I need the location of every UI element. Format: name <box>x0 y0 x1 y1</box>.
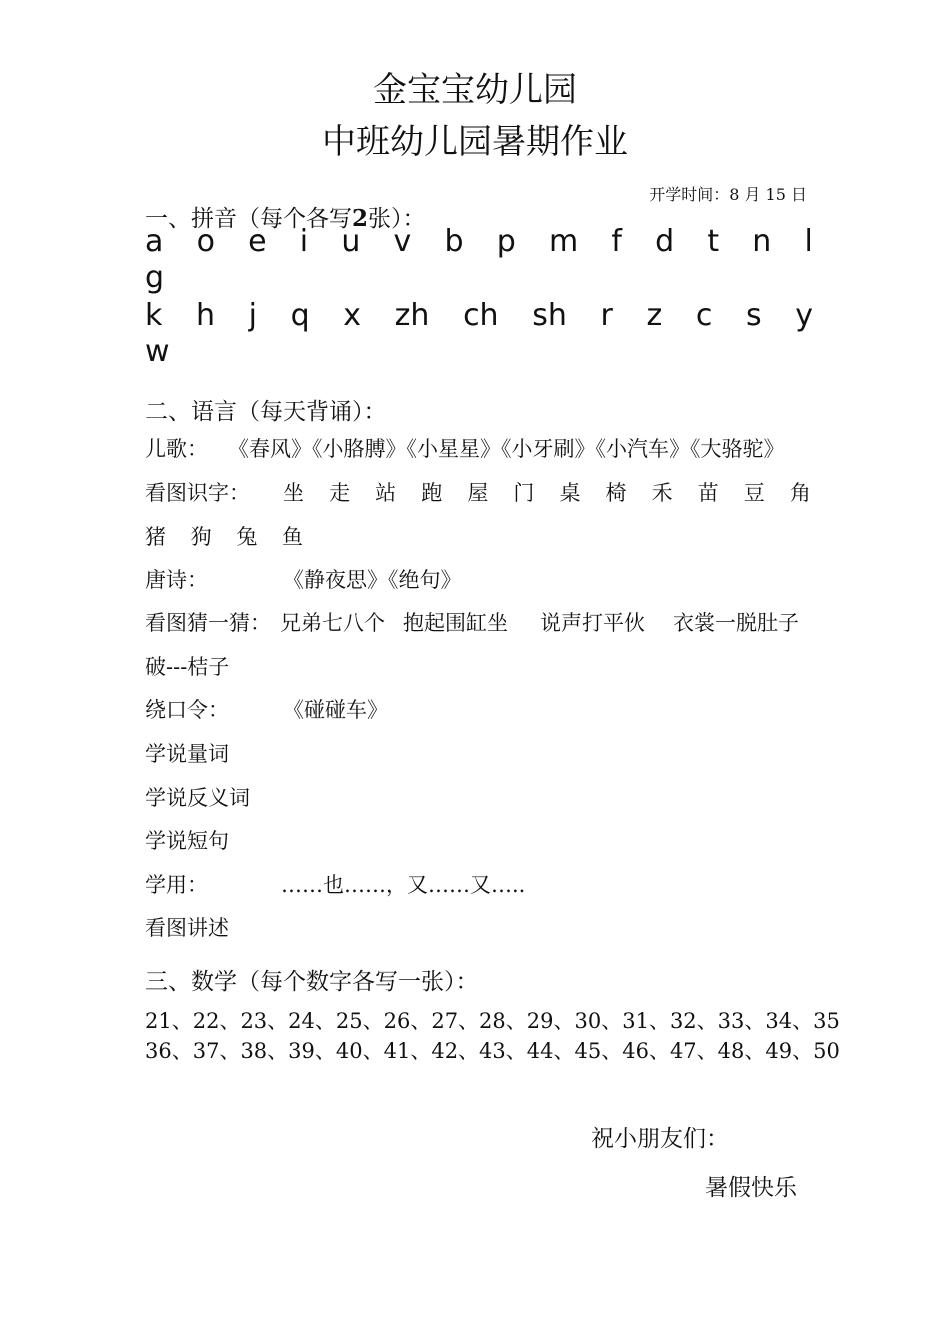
picture-word: 鱼 <box>281 525 303 549</box>
pinyin-letter: u <box>341 224 361 259</box>
start-date: 开学时间：8 月 15 日 <box>649 185 807 204</box>
picture-word: 椅 <box>605 481 627 505</box>
riddle-part: 衣裳一脱肚子 <box>673 611 799 635</box>
riddle-answer: 破---桔子 <box>145 655 230 679</box>
riddle-part: 说声打平伙 <box>540 611 645 635</box>
riddle-part: 兄弟七八个 <box>280 611 385 635</box>
short-sentences-item: 学说短句 <box>145 829 229 853</box>
usage-label: 学用： <box>145 873 208 897</box>
pinyin-row-1 <box>145 224 813 260</box>
pinyin-row-2 <box>145 298 813 334</box>
pinyin-letter: a <box>145 224 164 259</box>
picture-word: 狗 <box>190 525 212 549</box>
riddle-label: 看图猜一猜： <box>145 611 271 635</box>
picture-word: 猪 <box>145 525 166 549</box>
pinyin-letter: f <box>611 224 622 259</box>
pinyin-letter: o <box>196 224 215 259</box>
picture-words-label: 看图识字： <box>145 481 250 505</box>
pinyin-letter: t <box>707 224 720 259</box>
picture-word: 角 <box>789 481 811 505</box>
pinyin-letter: e <box>248 224 267 259</box>
pinyin-letter: g <box>145 260 165 295</box>
pinyin-letter: v <box>393 224 412 259</box>
picture-word: 站 <box>375 481 397 505</box>
pinyin-letter: d <box>655 224 675 259</box>
pinyin-letter: s <box>745 298 762 333</box>
pinyin-letter: sh <box>532 298 567 333</box>
pinyin-letter: q <box>290 298 310 333</box>
pinyin-heading: 一、拼音（每个各写2张）： <box>145 205 426 232</box>
document-subtitle: 中班幼儿园暑期作业 <box>322 122 628 162</box>
picture-story-item: 看图讲述 <box>145 916 229 940</box>
pinyin-letter: p <box>496 224 516 259</box>
tongue-twister-value: 《碰碰车》 <box>283 698 388 722</box>
closing-greeting: 祝小朋友们： <box>591 1126 729 1152</box>
picture-word: 坐 <box>283 481 304 505</box>
closing-wish: 暑假快乐 <box>705 1175 797 1201</box>
pinyin-letter: y <box>795 298 813 333</box>
pinyin-letter: n <box>752 224 772 259</box>
nursery-rhymes-label: 儿歌： <box>145 437 208 461</box>
pinyin-letter: m <box>548 224 579 259</box>
riddle-part: 抱起围缸坐 <box>403 611 508 635</box>
tang-poems-value: 《静夜思》《绝句》 <box>283 568 462 592</box>
pinyin-letter: l <box>804 224 813 259</box>
pinyin-letter: c <box>695 298 713 333</box>
pinyin-letter: h <box>196 298 216 333</box>
pinyin-letter: zh <box>394 298 430 333</box>
pinyin-letter: ch <box>463 298 499 333</box>
nursery-rhymes-value: 《春风》《小胳膊》《小星星》《小牙刷》《小汽车》《大骆驼》 <box>228 437 785 461</box>
math-numbers-row-2: 36、37、38、39、40、41、42、43、44、45、46、47、48、49、50 <box>145 1039 840 1063</box>
picture-word: 走 <box>329 481 351 505</box>
measure-words-item: 学说量词 <box>145 742 229 766</box>
math-numbers-row-1: 21、22、23、24、25、26、27、28、29、30、31、32、33、34、35 <box>145 1009 840 1033</box>
picture-word: 禾 <box>651 481 673 505</box>
tongue-twister-label: 绕口令： <box>145 698 229 722</box>
language-heading: 二、语言（每天背诵）： <box>145 399 387 425</box>
picture-word: 桌 <box>559 481 581 505</box>
tang-poems-label: 唐诗： <box>145 568 208 592</box>
pinyin-letter: k <box>145 298 163 333</box>
document-title: 金宝宝幼儿园 <box>373 70 577 110</box>
pinyin-letter: w <box>145 334 170 369</box>
picture-words-row-2 <box>145 521 303 551</box>
picture-word: 豆 <box>743 481 765 505</box>
antonyms-item: 学说反义词 <box>145 786 250 810</box>
pinyin-letter: x <box>343 298 362 333</box>
pinyin-letter: r <box>600 298 613 333</box>
picture-word: 苗 <box>697 481 719 505</box>
pinyin-letter: j <box>248 298 257 333</box>
picture-word: 门 <box>513 481 535 505</box>
picture-words-row-1 <box>283 477 811 507</box>
math-heading: 三、数学（每个数字各写一张）： <box>145 969 479 995</box>
usage-value: ……也……，又……又….. <box>281 873 526 897</box>
picture-word: 跑 <box>421 481 443 505</box>
picture-word: 屋 <box>467 481 489 505</box>
pinyin-letter: b <box>444 224 464 259</box>
pinyin-letter: i <box>299 224 309 259</box>
picture-word: 兔 <box>236 525 258 549</box>
pinyin-letter: z <box>646 298 663 333</box>
